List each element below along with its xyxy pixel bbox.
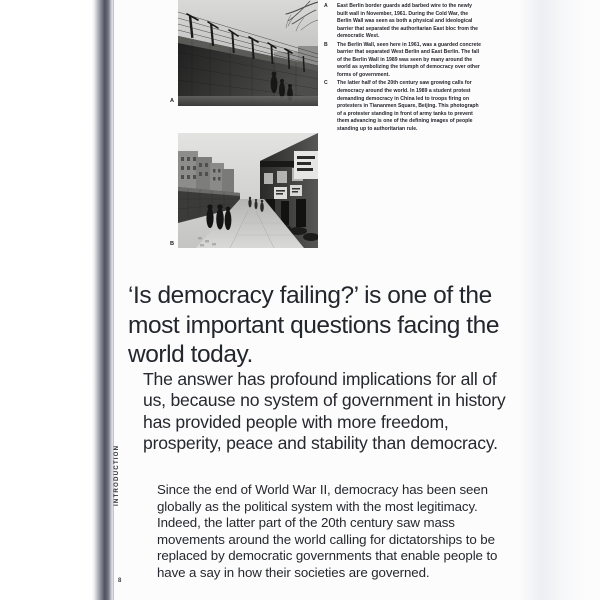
- caption-entry-a: [324, 3, 484, 41]
- caption-text-c: The latter half of the 20th century saw growing calls for democracy around the world. In 1989 a student protest demanding democracy in China led to troops firing on protesters in Tiananmen Square, Beijing. This photograph of a protester standing in front of army tanks to prevent them advancing is one of the defining images of people standing up to authoritarian rule.: [337, 80, 479, 132]
- body-paragraph-3: Since the end of World War II, democracy has been seen globally as the political system with the most legitimacy. Indeed, the latter part of the 20th century saw mass movements around the world calling for dictatorships to be replaced by democratic governments that enable people to have a say in how their societies are governed.: [157, 482, 498, 580]
- figure-letter-a: A: [170, 98, 175, 104]
- body-paragraph-2: The answer has profound implications for all of us, because no system of government in history has provided people with more freedom, prosperity, peace and stability than democracy.: [143, 369, 506, 453]
- figure-letter-b: B: [170, 241, 175, 247]
- berlin-wall-street-illustration: [178, 133, 318, 248]
- running-head: INTRODUCTION: [113, 444, 120, 506]
- binding-gutter: [92, 0, 114, 600]
- figure-b-photo: [178, 133, 318, 248]
- caption-entry-c: [324, 80, 484, 133]
- caption-column: [324, 3, 484, 134]
- outer-margin: [0, 0, 92, 600]
- page-headline: ‘Is democracy failing?’ is one of the most important questions facing the world today.: [128, 282, 500, 368]
- caption-text-b: The Berlin Wall, seen here in 1961, was a guarded concrete barrier that separated West Berlin and East Berlin. The fall of the Berlin Wall in 1989 was seen by many around the world as symbolizing the triumph of democracy over other forms of government.: [337, 41, 481, 78]
- caption-text-a: East Berlin border guards add barbed wire to the newly built wall in November, 1961. During the Cold War, the Berlin Wall was seen as both a physical and ideological barrier that separated the authoritarian East bloc from the democratic West.: [337, 3, 479, 40]
- figure-a-photo: [178, 0, 318, 106]
- caption-entry-b: [324, 42, 484, 80]
- berlin-wall-barbed-wire-illustration: [178, 0, 318, 106]
- page-number: 8: [118, 578, 122, 584]
- caption-key-c: C: [324, 80, 328, 87]
- caption-key-a: A: [324, 3, 328, 9]
- caption-key-b: B: [324, 41, 328, 48]
- page-curvature-shading: [518, 0, 588, 600]
